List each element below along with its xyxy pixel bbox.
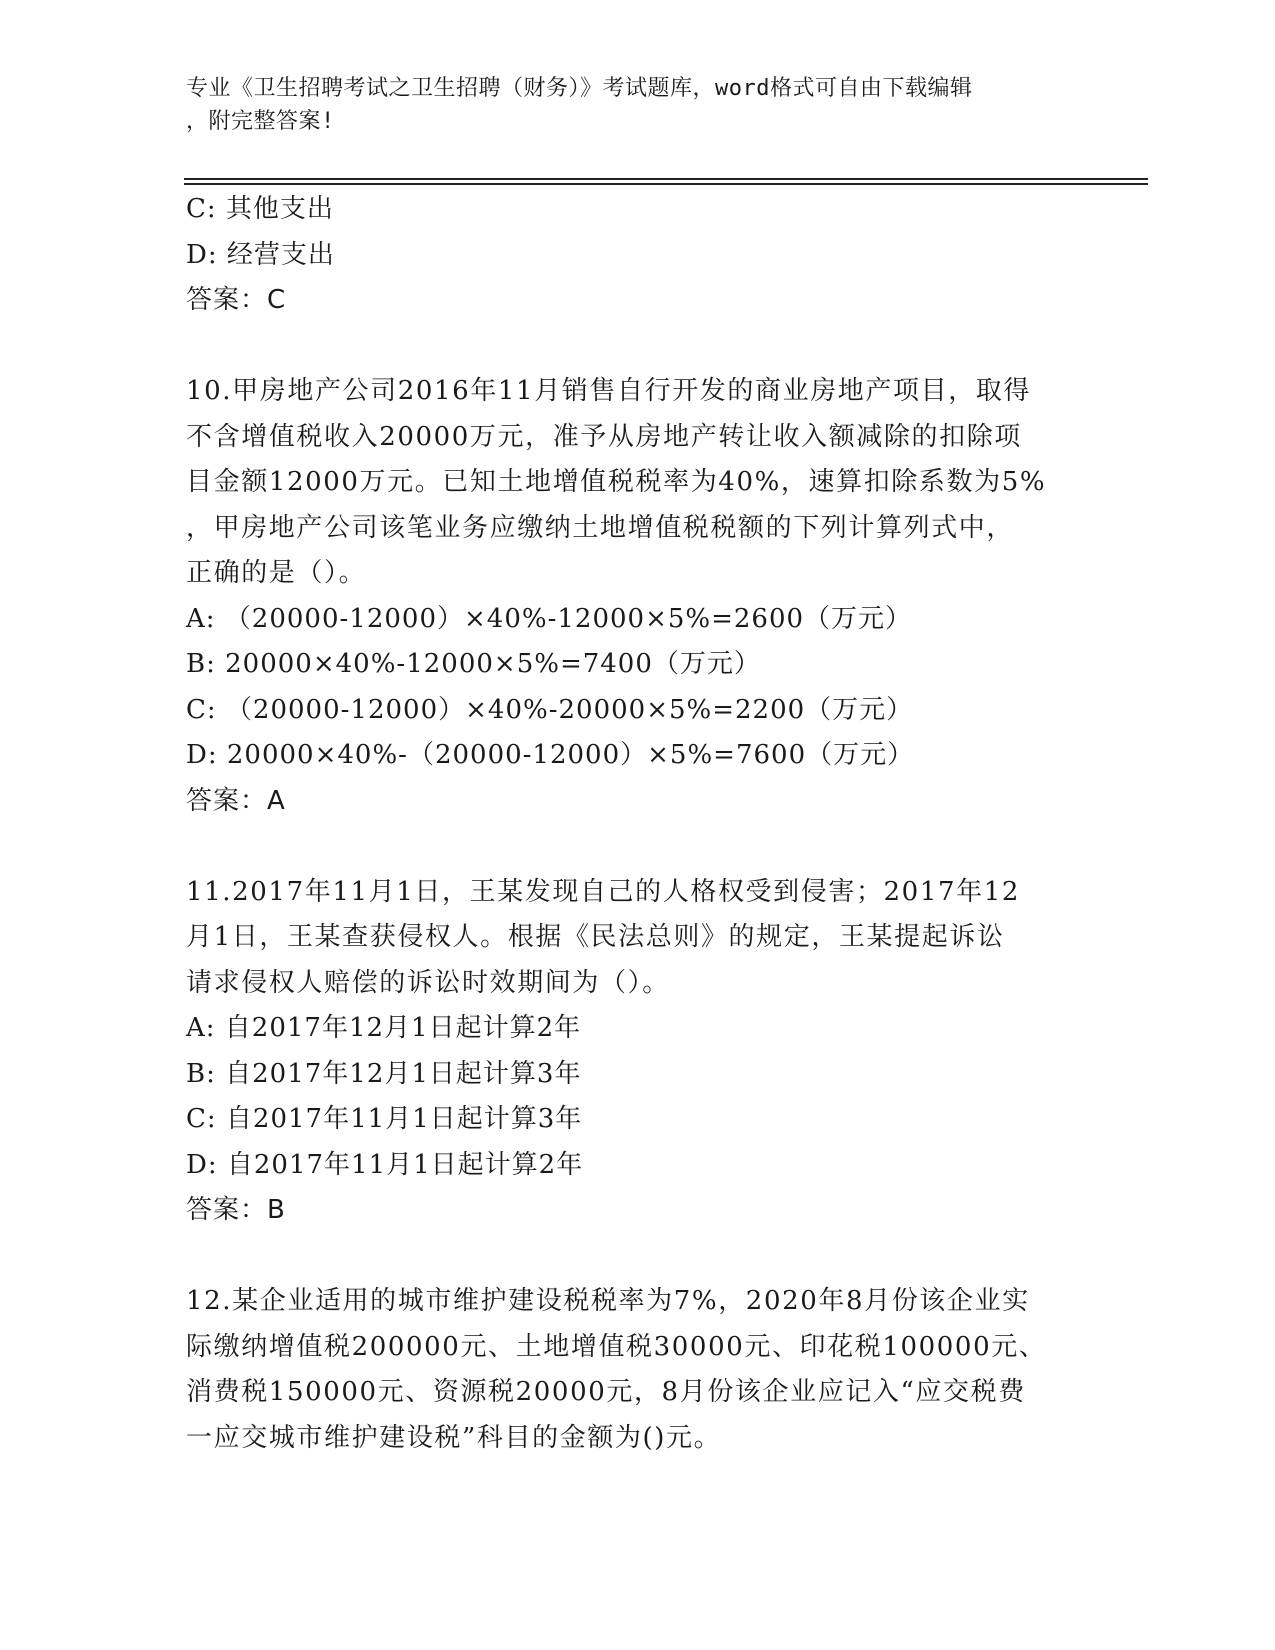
spacer [186, 324, 1076, 370]
question-text-line: ，甲房地产公司该笔业务应缴纳土地增值税税额的下列计算列式中， [186, 512, 1015, 543]
header-divider-top [184, 178, 1148, 180]
question-text-line: 一应交城市维护建设税”科目的金额为()元。 [186, 1422, 722, 1453]
question-text [186, 870, 1076, 1007]
option-d: D: 经营支出 [186, 239, 335, 270]
answer-label: 答案：C [186, 285, 287, 315]
question-text-line: 请求侵权人赔偿的诉讼时效期间为（）。 [186, 967, 670, 998]
answer-label: 答案：A [186, 785, 286, 816]
question-text-line: 月1日，王某查获侵权人。根据《民法总则》的规定，王某提起诉讼 [186, 922, 1005, 952]
spacer [186, 1234, 1076, 1280]
question-text-line: 目金额12000万元。已知土地增值税税率为40%，速算扣除系数为5% [186, 467, 1047, 497]
question-text-line: 12.某企业适用的城市维护建设税税率为7%，2020年8月份该企业实 [186, 1286, 1030, 1316]
answer-label: 答案：B [186, 1195, 286, 1225]
spacer [186, 824, 1076, 870]
question-text-line: 际缴纳增值税200000元、土地增值税30000元、印花税100000元、 [186, 1331, 1047, 1362]
option-c: C: 其他支出 [186, 194, 334, 224]
option-d: D: 自2017年11月1日起计算2年 [186, 1149, 584, 1180]
question-text-line: 10.甲房地产公司2016年11月销售自行开发的商业房地产项目，取得 [186, 376, 1032, 406]
option-a: A: 自2017年12月1日起计算2年 [186, 1013, 582, 1043]
header-line-1: 专业《卫生招聘考试之卫生招聘（财务）》考试题库，word格式可自由下载编辑 [186, 76, 973, 101]
question-text-line: 不含增值税收入20000万元，准予从房地产转让收入额减除的扣除项 [186, 421, 1022, 452]
page-header [186, 72, 1066, 138]
question-text-line: 11.2017年11月1日，王某发现自己的人格权受到侵害；2017年12 [186, 876, 1020, 907]
option-b: B: 自2017年12月1日起计算3年 [186, 1058, 582, 1089]
question-content [186, 187, 1076, 1461]
option-c: C: 自2017年11月1日起计算3年 [186, 1104, 583, 1134]
option-b: B: 20000×40%-12000×5%=7400（万元） [186, 649, 761, 679]
question-9-block [186, 187, 1076, 324]
option-a: A: （20000-12000）×40%-12000×5%=2600（万元） [186, 603, 913, 634]
question-10-block [186, 369, 1076, 824]
header-line-2: ，附完整答案! [186, 109, 335, 134]
question-text-line: 正确的是（）。 [186, 558, 367, 588]
question-text [186, 369, 1076, 597]
option-d: D: 20000×40%-（20000-12000）×5%=7600（万元） [186, 740, 915, 770]
option-c: C: （20000-12000）×40%-20000×5%=2200（万元） [186, 694, 914, 725]
question-11-block [186, 870, 1076, 1234]
question-text-line: 消费税150000元、资源税20000元，8月份该企业应记入“应交税费 [186, 1377, 1026, 1407]
header-divider-bottom [184, 183, 1148, 185]
question-12-block [186, 1279, 1076, 1461]
question-text [186, 1279, 1076, 1461]
